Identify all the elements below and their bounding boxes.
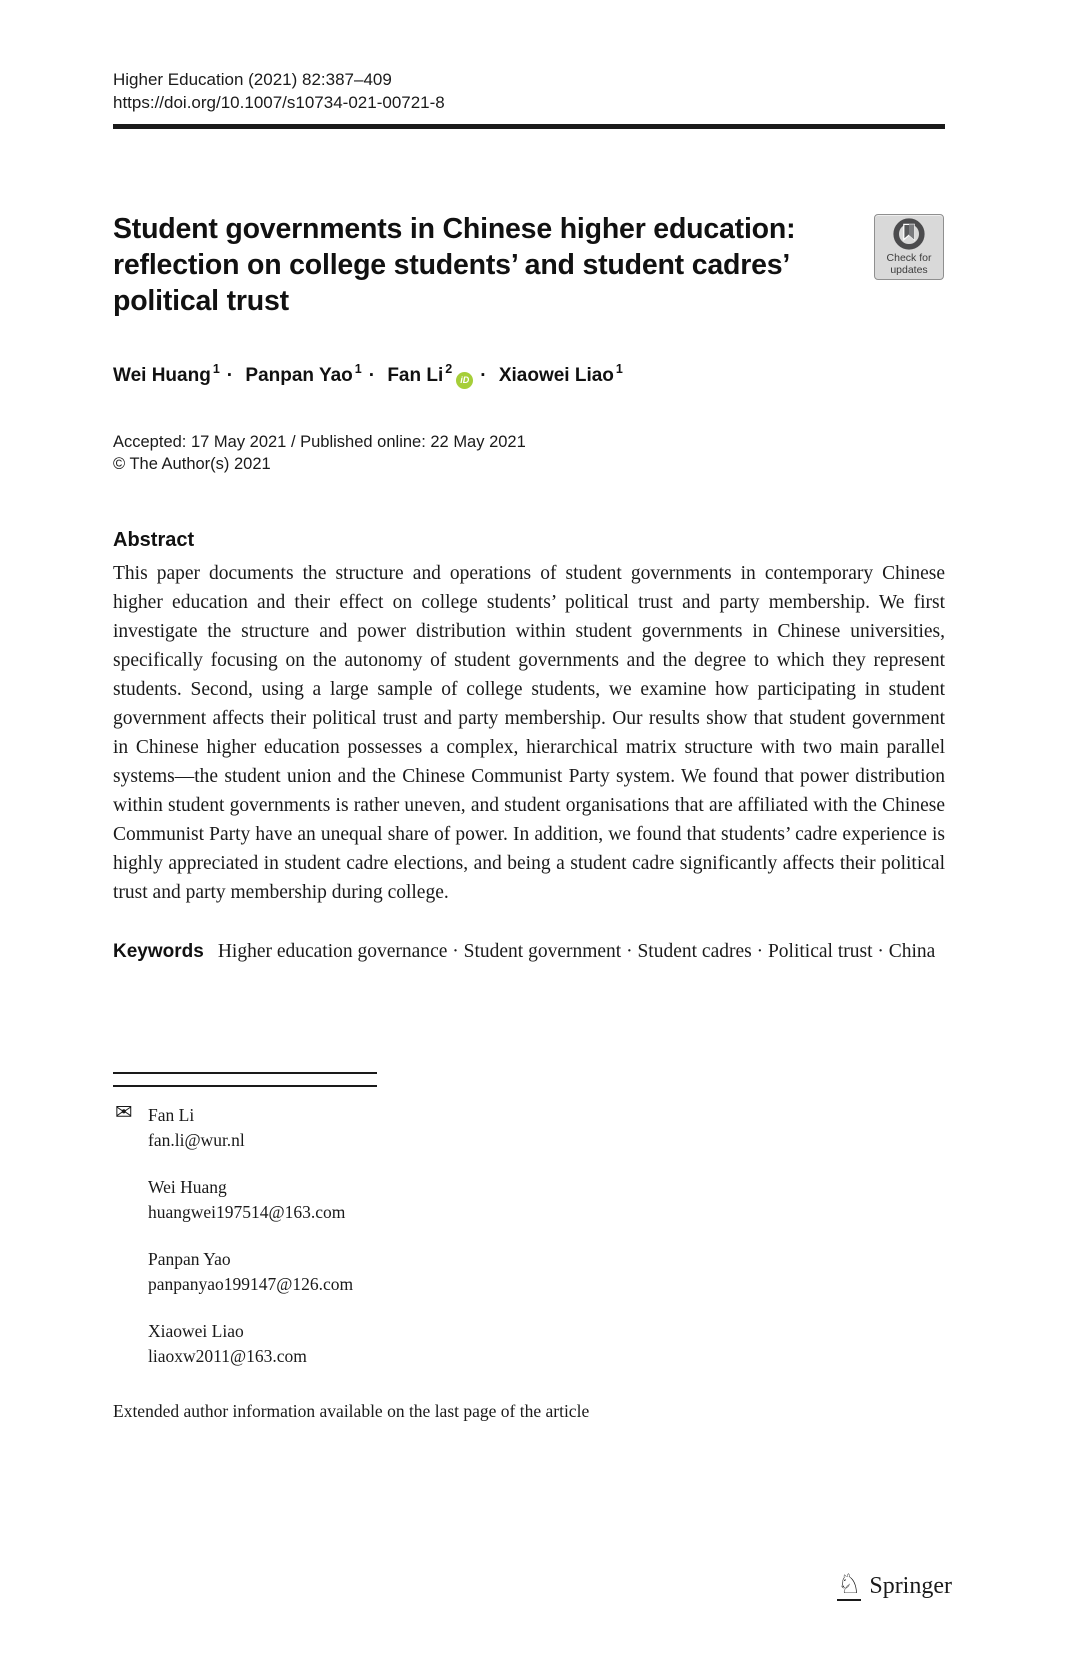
- header-rule: [113, 124, 945, 129]
- page-title: [113, 211, 945, 319]
- contact-xiaowei-liao: [148, 1319, 945, 1369]
- publication-dates: [113, 431, 945, 475]
- crossmark-icon: [893, 218, 925, 250]
- affiliation-sup: 1: [212, 362, 220, 376]
- contact-name: Wei Huang: [148, 1177, 227, 1198]
- affiliation-sup: 1: [615, 362, 623, 376]
- author-fan-li: Fan Li $^2$: [387, 362, 453, 387]
- orcid-icon[interactable]: iD: [456, 372, 473, 389]
- contact-email[interactable]: panpanyao199147@126.com: [148, 1274, 354, 1295]
- keywords-block: [113, 937, 945, 966]
- contact-panpan-yao: [148, 1247, 945, 1297]
- check-for-updates-badge[interactable]: [874, 214, 944, 280]
- author-separator: ·: [368, 365, 376, 387]
- affiliation-sup: 2: [445, 362, 453, 376]
- author-separator: ·: [480, 365, 487, 387]
- title-line-1: Student governments in Chinese higher education:: [113, 213, 796, 245]
- contact-name: Panpan Yao: [148, 1249, 231, 1270]
- doi-link[interactable]: https://doi.org/10.1007/s10734-021-00721-8: [113, 93, 445, 112]
- contact-wei-huang: [148, 1175, 945, 1225]
- author-wei-huang: Wei Huang $^1$: [113, 362, 220, 387]
- keywords-text: Higher education governance · Student government · Student cadres · Political trust · China: [217, 941, 936, 963]
- contact-email[interactable]: huangwei197514@163.com: [148, 1202, 346, 1223]
- author-separator: ·: [226, 365, 234, 387]
- copyright-line: © The Author(s) 2021: [113, 455, 271, 474]
- abstract-text: This paper documents the structure and operations of student governments in contemporary Chinese higher education and their effect on college students’ political trust and party membership. We first investigate the structure and power distribution within student governments in Chinese universities, specifically focusing on the autonomy of student governments and the degree to which they represent students. Second, using a large sample of college students, we examine how participating in student government affects their political trust and party membership. Our results show that student government in Chinese higher education possesses a complex, hierarchical matrix structure with two main parallel systems—the student union and the Chinese Communist Party system. We found that power distribution within student governments is rather uneven, and student organisations that are affiliated with the Chinese Communist Party have an unequal share of power. In addition, we found that students’ cadre experience is highly appreciated in student cadre elections, and being a student cadre significantly affects their political trust and party membership during college.: [113, 563, 945, 904]
- publisher-name: Springer: [869, 1572, 952, 1599]
- title-line-3: political trust: [113, 285, 289, 317]
- accepted-published-line: Accepted: 17 May 2021 / Published online: 22 May 2021: [113, 433, 526, 452]
- contact-email[interactable]: fan.li@wur.nl: [148, 1130, 245, 1151]
- springer-knight-icon: ♘: [837, 1569, 862, 1599]
- author-xiaowei-liao: Xiaowei Liao $^1$: [498, 362, 623, 387]
- extended-author-info: Extended author information available on the last page of the article: [113, 1401, 590, 1422]
- keywords-label: Keywords: [113, 941, 204, 963]
- contact-email[interactable]: liaoxw2011@163.com: [148, 1346, 307, 1367]
- author-contacts: [113, 1100, 945, 1369]
- title-line-2: reflection on college students’ and student cadres’: [113, 249, 791, 281]
- journal-header: [113, 68, 945, 114]
- springer-logo: [837, 1571, 952, 1601]
- abstract-heading: Abstract: [113, 529, 195, 552]
- journal-citation: Higher Education (2021) 82:387–409: [113, 70, 392, 89]
- contact-fan-li: [148, 1103, 945, 1153]
- author-panpan-yao: Panpan Yao $^1$: [245, 362, 362, 387]
- footnote-rule-top: [113, 1072, 377, 1074]
- envelope-icon: ✉: [115, 1100, 133, 1125]
- contact-name: Fan Li: [148, 1105, 195, 1126]
- affiliation-sup: 1: [354, 362, 362, 376]
- footnote-divider: [113, 1072, 377, 1087]
- author-list: [113, 363, 945, 389]
- article-first-page: [0, 68, 1080, 1671]
- footnote-rule-bottom: [113, 1085, 377, 1087]
- badge-label: Check for updates: [886, 252, 932, 276]
- contact-name: Xiaowei Liao: [148, 1321, 244, 1342]
